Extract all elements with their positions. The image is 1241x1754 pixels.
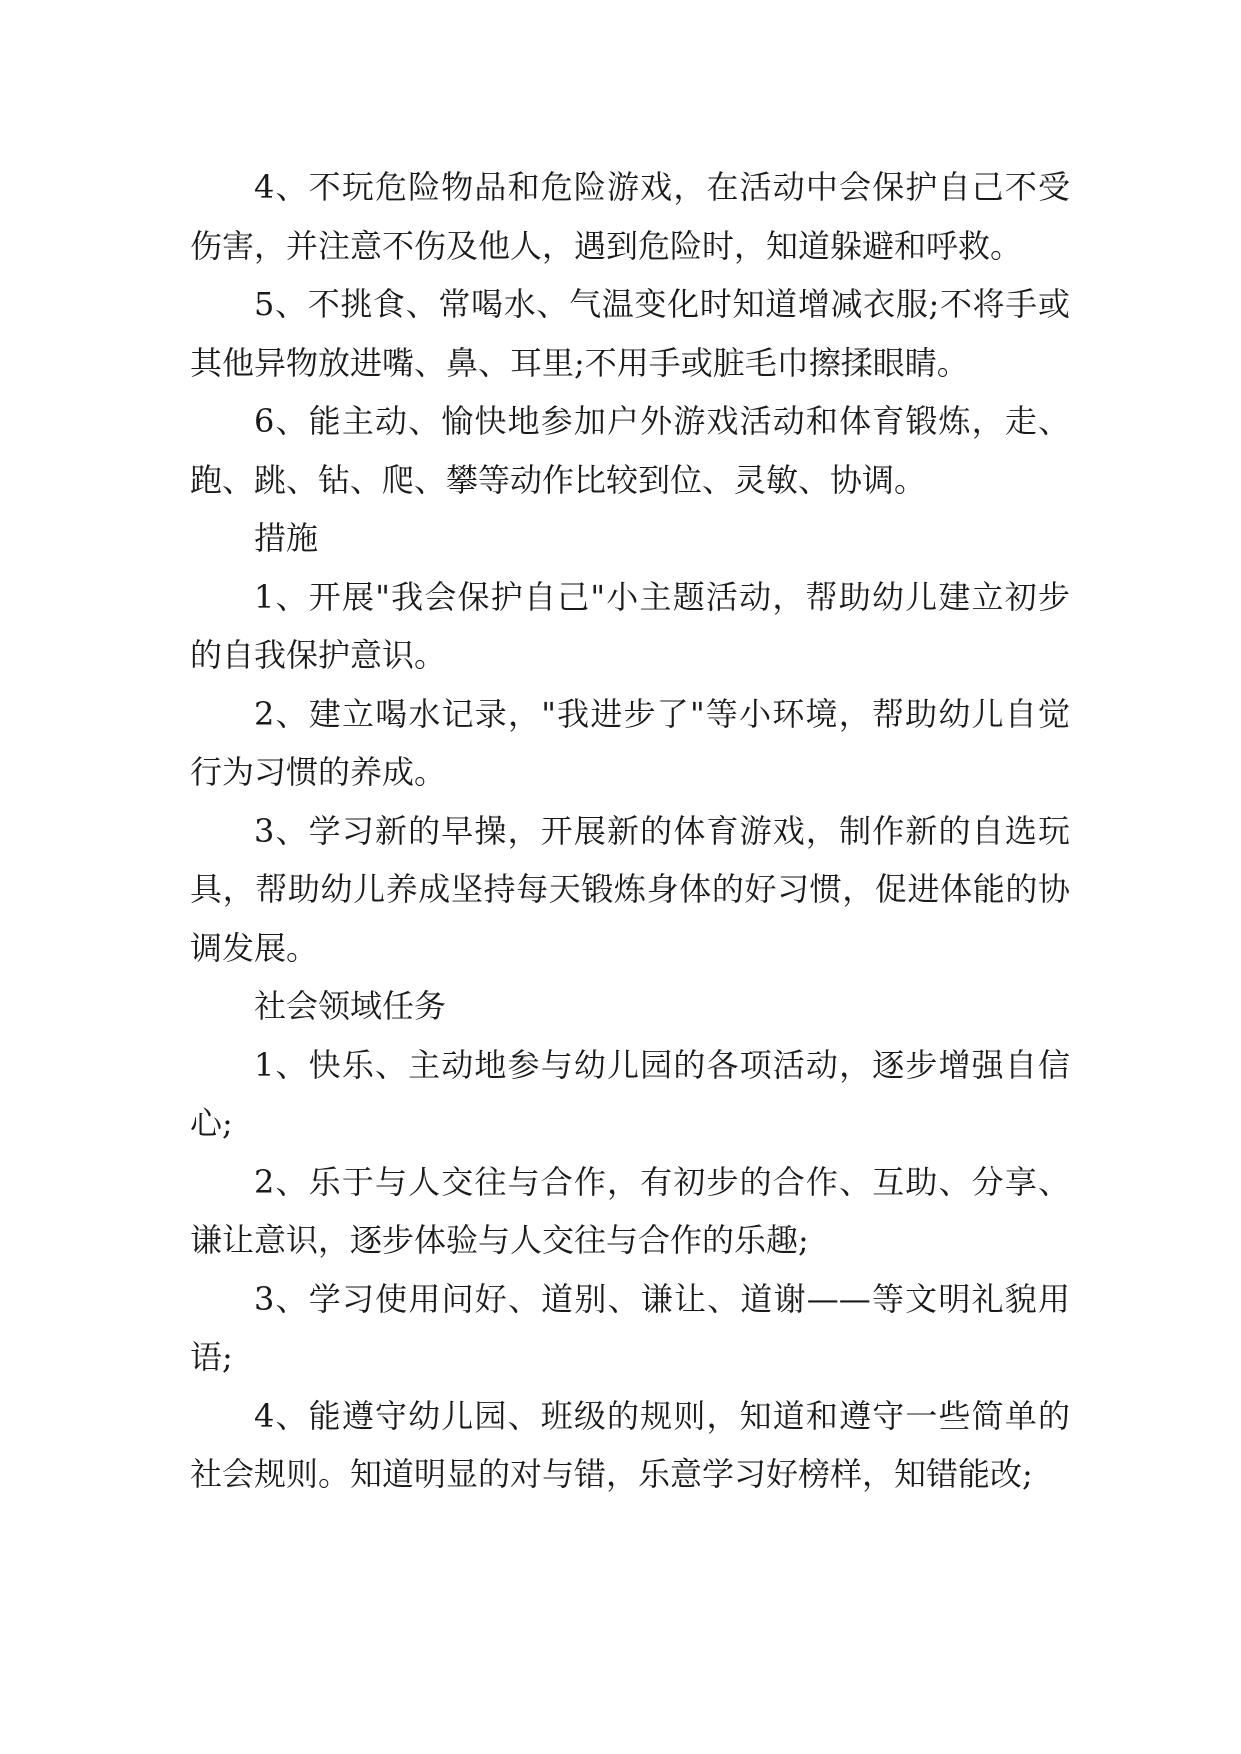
paragraph-social-4: 4、能遵守幼儿园、班级的规则，知道和遵守一些简单的社会规则。知道明显的对与错，乐意学习好榜样，知错能改; <box>190 1396 1070 1493</box>
document-body <box>190 158 1070 1504</box>
section-heading-social-tasks: 社会领域任务 <box>254 987 447 1025</box>
paragraph-social-2: 2、乐于与人交往与合作，有初步的合作、互助、分享、谦让意识，逐步体验与人交往与合作的乐趣; <box>190 1162 1070 1259</box>
paragraph-safety-4: 4、不玩危险物品和危险游戏，在活动中会保护自己不受伤害，并注意不伤及他人，遇到危险时，知道躲避和呼救。 <box>190 168 1070 265</box>
paragraph-social-3: 3、学习使用问好、道别、谦让、道谢——等文明礼貌用语; <box>190 1279 1070 1376</box>
paragraph-sports-6: 6、能主动、愉快地参加户外游戏活动和体育锻炼，走、跑、跳、钻、爬、攀等动作比较到位、灵敏、协调。 <box>190 402 1070 499</box>
paragraph-measure-3: 3、学习新的早操，开展新的体育游戏，制作新的自选玩具，帮助幼儿养成坚持每天锻炼身体的好习惯，促进体能的协调发展。 <box>190 811 1070 967</box>
section-heading-measures: 措施 <box>254 519 319 557</box>
paragraph-measure-2: 2、建立喝水记录，"我进步了"等小环境，帮助幼儿自觉行为习惯的养成。 <box>190 694 1070 791</box>
paragraph-measure-1: 1、开展"我会保护自己"小主题活动，帮助幼儿建立初步的自我保护意识。 <box>190 577 1070 674</box>
paragraph-health-5: 5、不挑食、常喝水、气温变化时知道增减衣服;不将手或其他异物放进嘴、鼻、耳里;不用手或脏毛巾擦揉眼睛。 <box>190 285 1070 382</box>
paragraph-social-1: 1、快乐、主动地参与幼儿园的各项活动，逐步增强自信心; <box>190 1045 1070 1142</box>
